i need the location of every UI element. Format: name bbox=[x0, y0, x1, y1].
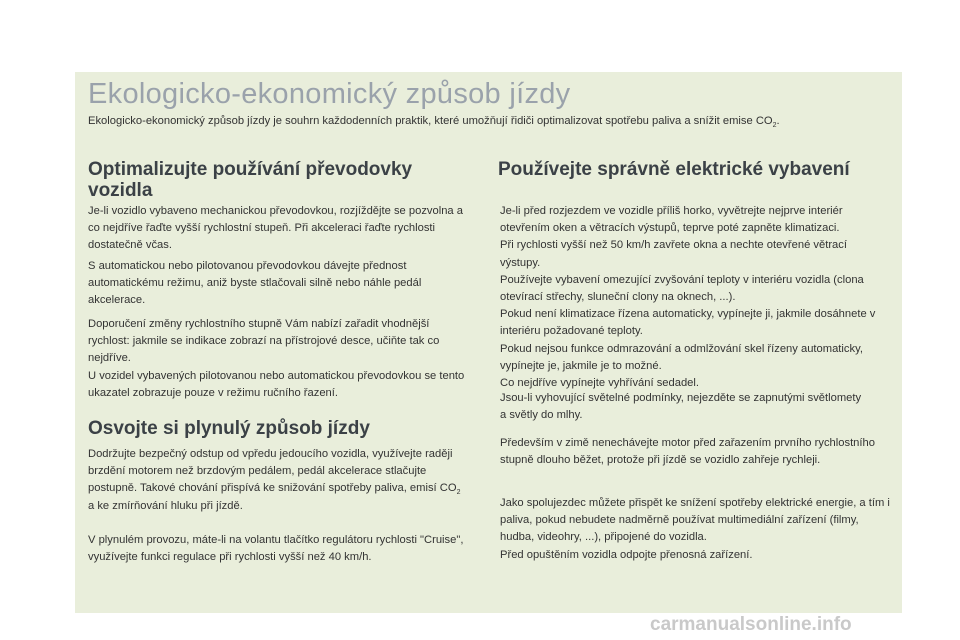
heading-transmission: Optimalizujte používání převodovky vozidla bbox=[88, 159, 413, 201]
paragraph-ventilation-ac bbox=[500, 203, 885, 392]
page-title: Ekologicko-ekonomický způsob jízdy bbox=[88, 78, 571, 110]
heading-smooth-driving: Osvojte si plynulý způsob jízdy bbox=[88, 418, 370, 439]
paragraph-safe-distance: Dodržujte bezpečný odstup od vpředu jedoucího vozidla, využívejte raději brzdění motorem než brzdovým pedálem, pedál akcelerace stlačujte postupně. Takové chování přispívá ke snižování spotřeby paliva, emisí $CO_2$ a ke zmírňování hluku při jízdě. bbox=[88, 448, 461, 512]
paragraph-lights: Jsou-li vyhovující světelné podmínky, nejezděte se zapnutými světlomety a světly do mlhy. bbox=[500, 392, 862, 422]
heading-electrical-equipment: Používejte správně elektrické vybavení bbox=[498, 159, 850, 180]
watermark: carmanualsonline.info bbox=[650, 614, 852, 635]
paragraph-manual-gearbox: Je-li vozidlo vybaveno mechanickou převodovkou, rozjíždějte se pozvolna a co nejdříve řaďte vyšší rychlostní stupeň. Při akceleraci řaďte rychlosti dostatečně včas. bbox=[88, 205, 463, 252]
line-ventilate: Je-li před rozjezdem ve vozidle příliš horko, vyvětrejte nejprve interiér otevřením oken a větracích výstupů, teprve poté zapněte klimatizaci. bbox=[500, 205, 843, 235]
paragraph-winter-engine: Především v zimě nenechávejte motor před zařazením prvního rychlostního stupně dlouho běžet, protože při jízdě se vozidlo zahřeje rychleji. bbox=[500, 437, 875, 467]
line-close-windows: Při rychlosti vyšší než 50 km/h zavřete okna a nechte otevřené větrací výstupy. bbox=[500, 239, 847, 269]
intro-text: Ekologicko-ekonomický způsob jízdy je souhrn každodenních praktik, které umožňují řidiči optimalizovat spotřebu paliva a snížit emise $CO_2$. bbox=[88, 115, 780, 130]
paragraph-gear-shift-indicator: Doporučení změny rychlostního stupně Vám nabízí zařadit vhodnější rychlost: jakmile se indikace zobrazí na přístrojové desce, učiňte tak co nejdříve. U vozidel vybavených pilotovanou nebo automatickou převodovkou se tento ukazatel zobrazuje pouze v režimu ručního řazení. bbox=[88, 318, 465, 399]
line-ac-off: Pokud není klimatizace řízena automaticky, vypínejte ji, jakmile dosáhnete v interiéru požadované teploty. bbox=[500, 308, 876, 338]
line-sun-blinds: Používejte vybavení omezující zvyšování teploty v interiéru vozidla (clona otevírací střechy, sluneční clony na oknech, ...). bbox=[500, 273, 864, 304]
line-seat-heating: Co nejdříve vypínejte vyhřívání sedadel. bbox=[500, 377, 699, 390]
line-demist: Pokud nejsou funkce odmrazování a odmlžování skel řízeny automaticky, vypínejte je, jakmile je to možné. bbox=[500, 342, 863, 372]
paragraph-cruise: V plynulém provozu, máte-li na volantu tlačítko regulátoru rychlosti "Cruise", využívejte funkci regulace při rychlosti vyšší než 40 km/h. bbox=[88, 534, 464, 564]
paragraph-automatic-gearbox: S automatickou nebo pilotovanou převodovkou dávejte přednost automatickému režimu, aniž byste stlačovali silně nebo náhle pedál akcelerace. bbox=[88, 260, 422, 307]
paragraph-passenger-multimedia: Jako spolujezdec můžete přispět ke snížení spotřeby elektrické energie, a tím i paliva, pokud nebudete nadměrně používat multimediální zařízení (filmy, hudba, videohry, ...), připojené do vozidla. Před opuštěním vozidla odpojte přenosná zařízení. bbox=[500, 497, 890, 561]
